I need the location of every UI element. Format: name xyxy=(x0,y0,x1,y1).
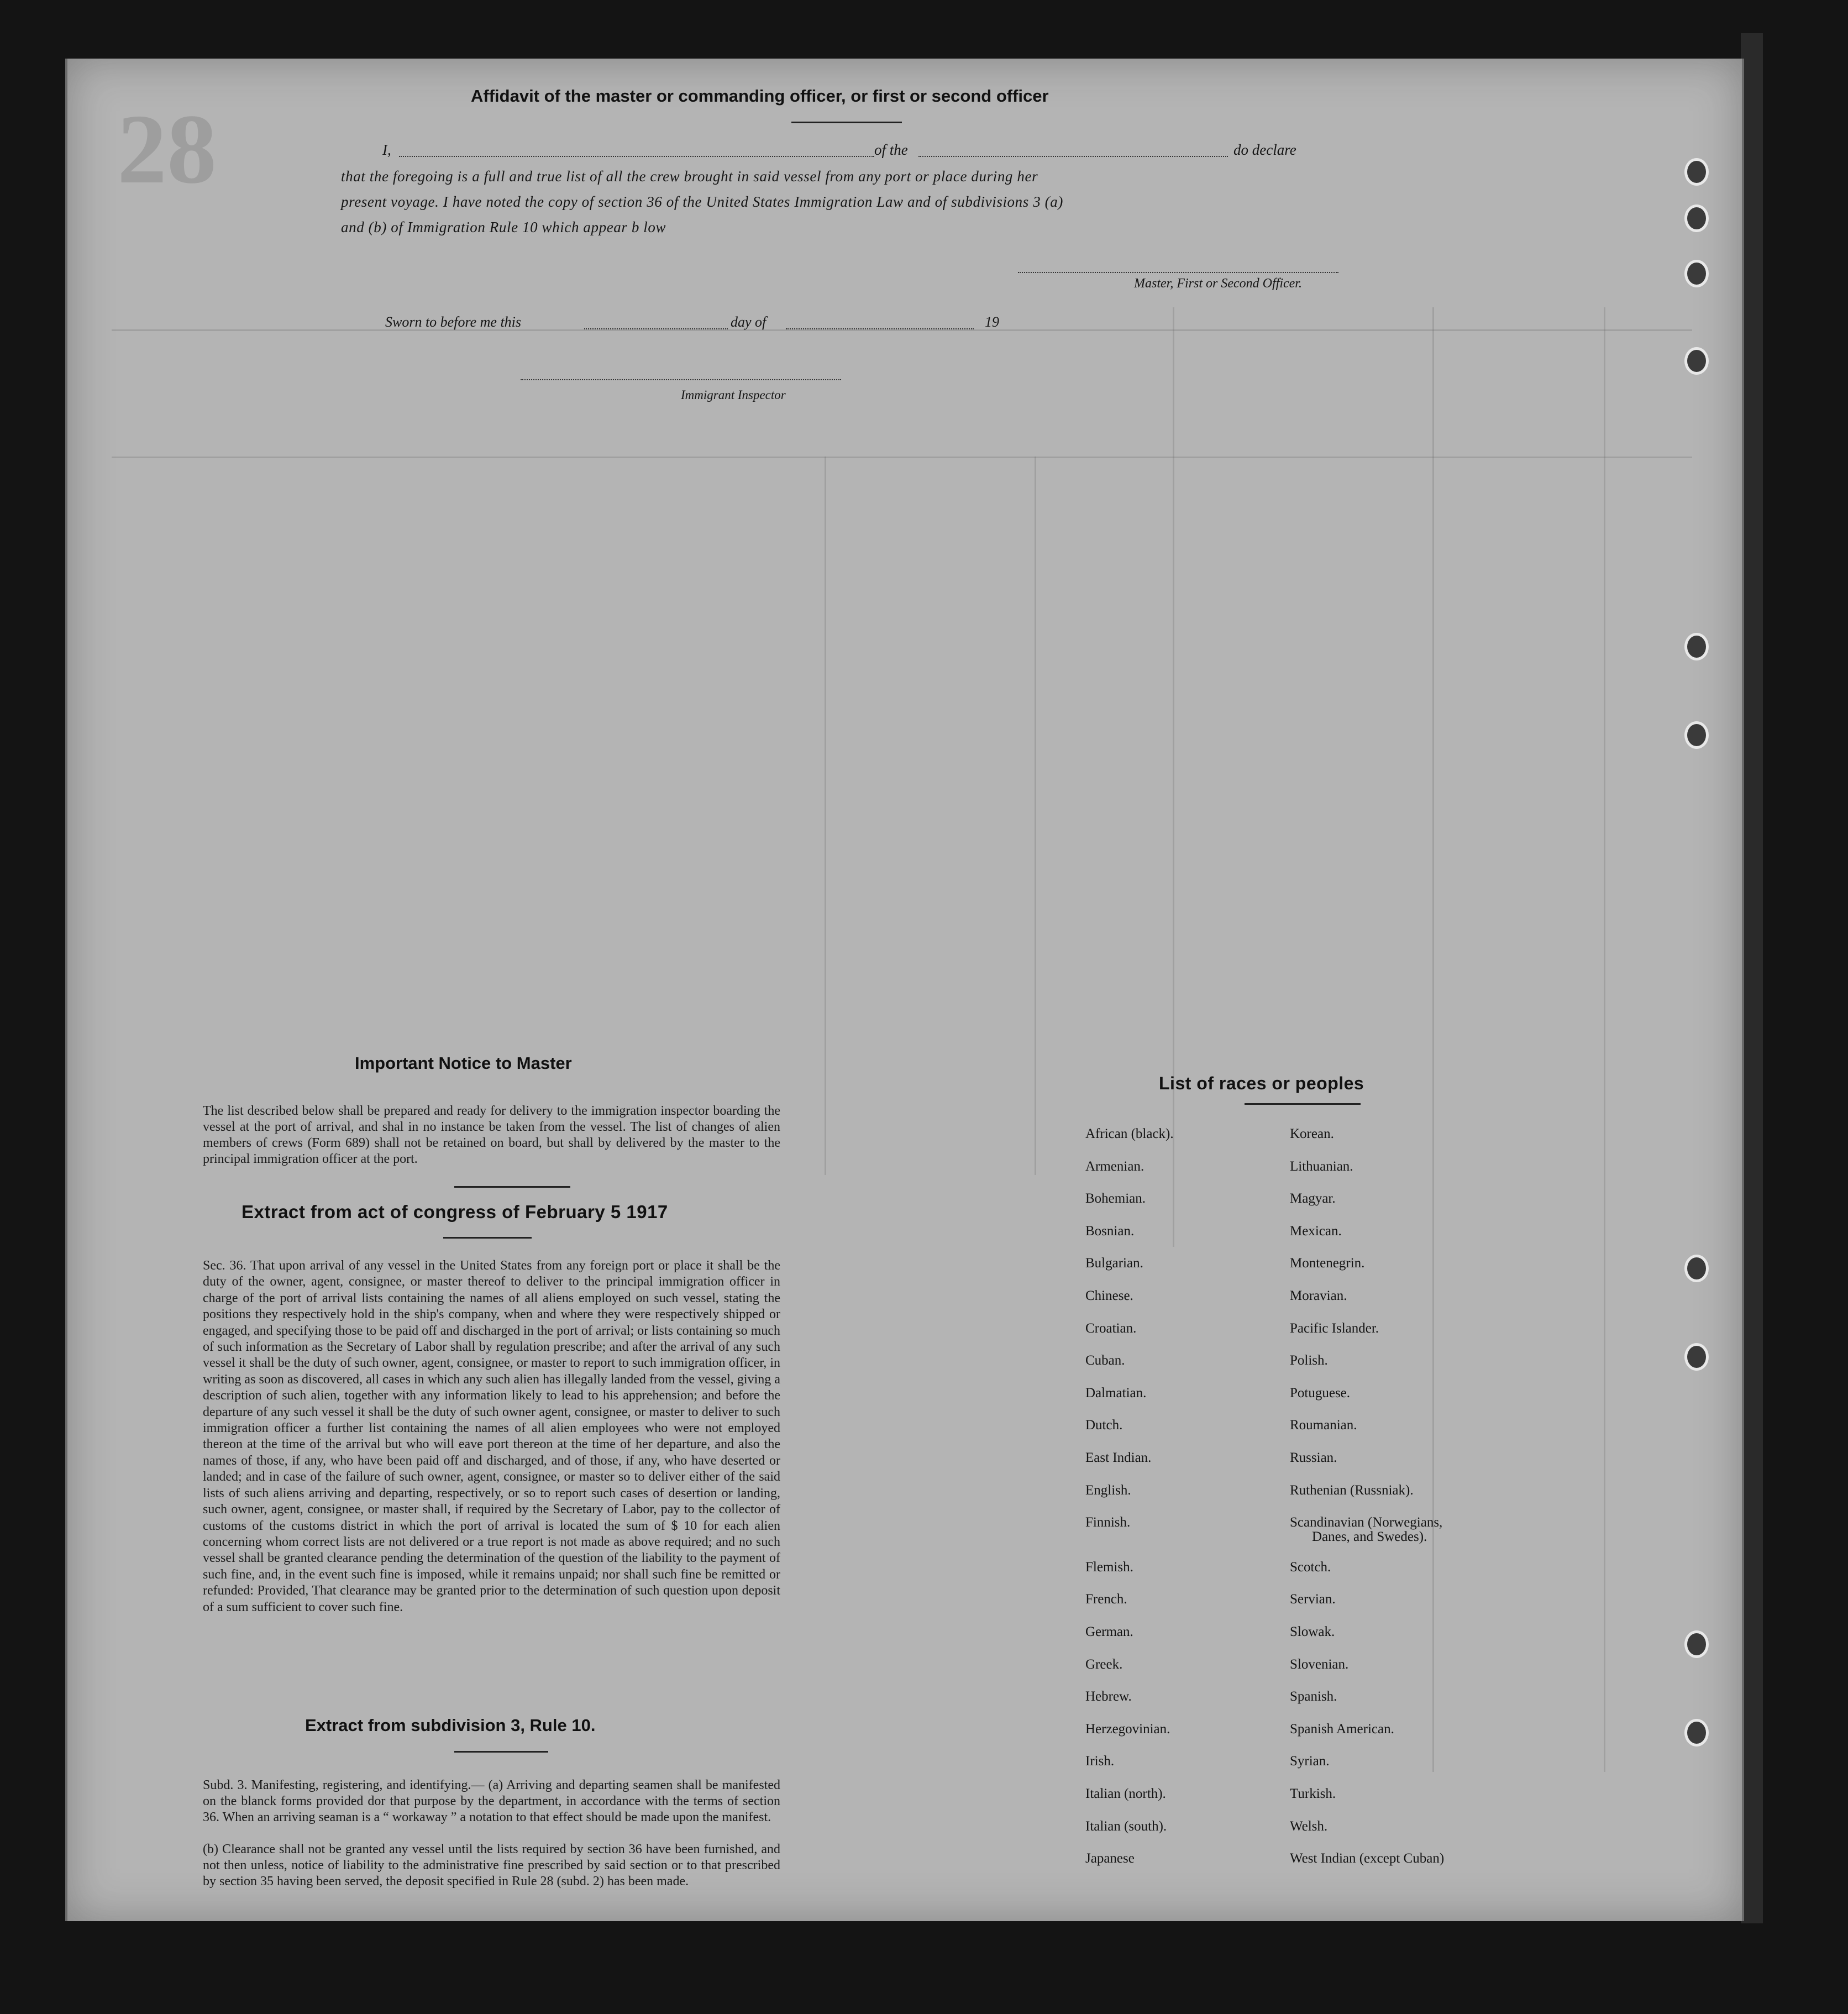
race-item: Bohemian. xyxy=(1085,1191,1146,1207)
race-item: Croatian. xyxy=(1085,1320,1137,1336)
binder-hole xyxy=(1684,721,1709,749)
master-signature-line xyxy=(1018,272,1338,273)
race-item: Italian (south). xyxy=(1085,1818,1167,1834)
race-item: Polish. xyxy=(1290,1353,1328,1368)
race-item: Korean. xyxy=(1290,1126,1334,1141)
binder-hole xyxy=(1684,1630,1709,1658)
race-item: East Indian. xyxy=(1085,1450,1152,1465)
extract-rule-title: Extract from subdivision 3, Rule 10. xyxy=(305,1716,596,1735)
race-item: Danes, and Swedes). xyxy=(1312,1529,1427,1545)
day-of-label: day of xyxy=(731,314,767,330)
binder-hole xyxy=(1684,158,1709,186)
race-item: Cuban. xyxy=(1085,1353,1125,1368)
race-item: Chinese. xyxy=(1085,1288,1133,1303)
binder-hole xyxy=(1684,347,1709,375)
race-item: Irish. xyxy=(1085,1754,1115,1769)
race-item: Ruthenian (Russniak). xyxy=(1290,1482,1414,1498)
binder-hole xyxy=(1684,1719,1709,1746)
master-signature-label: Master, First or Second Officer. xyxy=(1134,276,1302,291)
race-item: Italian (north). xyxy=(1085,1786,1166,1801)
race-item: Mexican. xyxy=(1290,1223,1342,1239)
ghost-rule xyxy=(1432,307,1434,1772)
race-item: Servian. xyxy=(1290,1592,1336,1607)
affidavit-word-of-the: of the xyxy=(874,141,908,158)
notice-rule xyxy=(454,1186,570,1188)
extract-act-rule xyxy=(443,1237,532,1239)
race-item: African (black). xyxy=(1085,1126,1174,1141)
manifest-sheet xyxy=(65,59,1744,1921)
extract-rule-rule xyxy=(454,1751,548,1753)
binder-hole xyxy=(1684,1255,1709,1282)
race-item: Potuguese. xyxy=(1290,1385,1351,1401)
ghost-rule xyxy=(1173,307,1174,1247)
race-item: German. xyxy=(1085,1624,1133,1639)
affidavit-word-i: I, xyxy=(382,141,391,158)
affidavit-title: Affidavit of the master or commanding officer, or first or second officer xyxy=(471,86,1049,106)
binder-hole xyxy=(1684,260,1709,287)
race-item: Bosnian. xyxy=(1085,1223,1135,1239)
inspector-label: Immigrant Inspector xyxy=(681,388,786,402)
vessel-line xyxy=(918,156,1228,157)
extract-rule-body-b: (b) Clearance shall not be granted any vessel until the lists required by section 36 have been furnished, and not then unless, notice of liability to the administrative fine prescribed by said section or to that prescribed by section 35 having been served, the deposit specified in Rule 28 (subd. 2) has been made. xyxy=(203,1842,780,1889)
race-item: Magyar. xyxy=(1290,1191,1336,1207)
race-item: Japanese xyxy=(1085,1851,1135,1866)
race-item: Dalmatian. xyxy=(1085,1385,1147,1401)
extract-rule-body-a: Subd. 3. Manifesting, registering, and identifying.— (a) Arriving and departing seamen shall be manifested on the blanck forms provided dor that purpose by the department, in accordance with the terms of section 36. When an arriving seaman is a “ workaway ” a notation to that effect should be made upon the manifest. xyxy=(203,1778,780,1824)
race-item: West Indian (except Cuban) xyxy=(1290,1851,1445,1866)
race-item: Russian. xyxy=(1290,1450,1337,1465)
race-item: Bulgarian. xyxy=(1085,1256,1143,1271)
ghost-rule xyxy=(1035,457,1036,1175)
sworn-day-line xyxy=(584,328,728,329)
extract-act-body: Sec. 36. That upon arrival of any vessel in the United States from any foreign port or place it shall be the duty of the owner, agent, consignee, or master thereof to deliver to the principal immigration officer in charge of the port of arrival lists containing the names of all aliens employed on such vessel, stating the positions they respectively hold in the ship's company, when and where they were respectively shipped or engaged, and specifying those to be paid off and discharged in the port of arrival; or lists containing so much of such information as the Secretary of Labor shall by regulation prescribe; and after the arrival of any such vessel it shall be the duty of such owner, agent, consignee, or master to report to such immigration officer, in writing as soon as discovered, all cases in which any such alien has illegally landed from the vessel, giving a description of such alien, together with any information likely to lead to his apprehension; and before the departure of any such vessel it shall be the duty of such owner agent, consignee, or master to deliver to such immigration officer a further list containing the names of all alien employees who were not employed thereon at the time of the arrival but who will eave port thereon at the time of her departure, and also the names of those, if any, who have been paid off and discharged, and of those, if any, who have deserted or landed; and in case of the failure of such owner, agent, consignee, or master so to deliver either of the said lists of such aliens arriving and departing, respectively, or so to report such cases of desertion or landing, such owner, agent, consignee, or master shall, if required by the Secretary of Labor, pay to the collector of customs of the customs district in which the port of arrival is located the sum of $ 10 for each alien concerning whom correct lists are not delivered or a true report is not made as above required; and no such vessel shall be granted clearance pending the determination of the question of the liability to the payment of such fine, and, in the event such fine is imposed, while it remains unpaid; nor shall such fine be remitted or refunded: Provided, That clearance may be granted prior to the determination of such question upon deposit of a sum sufficient to cover such fine. xyxy=(203,1258,780,1614)
race-item: Flemish. xyxy=(1085,1559,1133,1575)
declaration-line-2: present voyage. I have noted the copy of section 36 of the United States Immigration Law and of subdivisions 3 (a) xyxy=(341,193,1063,210)
race-item: Hebrew. xyxy=(1085,1689,1132,1704)
sworn-month-line xyxy=(786,328,974,329)
year-prefix: 19 xyxy=(985,314,999,330)
ghost-rule xyxy=(112,457,1692,458)
page-edge xyxy=(1741,33,1763,1923)
sworn-label: Sworn to before me this xyxy=(385,314,522,330)
race-item: Scandinavian (Norwegians, xyxy=(1290,1515,1443,1530)
binder-hole xyxy=(1684,633,1709,660)
race-item: Greek. xyxy=(1085,1656,1123,1672)
notice-title: Important Notice to Master xyxy=(355,1053,572,1073)
race-item: Moravian. xyxy=(1290,1288,1347,1303)
declaration-line-1: that the foregoing is a full and true list of all the crew brought in said vessel from any port or place during her xyxy=(341,168,1038,185)
races-rule xyxy=(1245,1103,1361,1105)
race-item: Scotch. xyxy=(1290,1559,1331,1575)
notice-body: The list described below shall be prepared and ready for delivery to the immigration inspector boarding the vessel at the port of arrival, and shal in no instance be taken from the vessel. The list of changes of alien members of crews (Form 689) shall not be retained on board, but shall by delivered by the master to the principal immigration officer at the port. xyxy=(203,1104,780,1166)
binder-hole xyxy=(1684,204,1709,232)
race-item: Turkish. xyxy=(1290,1786,1336,1801)
race-item: French. xyxy=(1085,1592,1127,1607)
race-item: Dutch. xyxy=(1085,1418,1123,1433)
race-item: English. xyxy=(1085,1482,1131,1498)
race-item: Pacific Islander. xyxy=(1290,1320,1379,1336)
race-item: Slowak. xyxy=(1290,1624,1335,1639)
ghost-rule xyxy=(112,329,1692,331)
ghost-rule xyxy=(1604,307,1605,1772)
race-item: Welsh. xyxy=(1290,1818,1328,1834)
name-line xyxy=(399,156,874,157)
declaration-line-3: and (b) of Immigration Rule 10 which appear b low xyxy=(341,219,666,235)
race-item: Roumanian. xyxy=(1290,1418,1357,1433)
race-item: Herzegovinian. xyxy=(1085,1721,1170,1737)
race-item: Montenegrin. xyxy=(1290,1256,1365,1271)
ghost-page-number: 28 xyxy=(117,94,217,204)
extract-act-title: Extract from act of congress of February 5 1917 xyxy=(242,1202,668,1222)
race-item: Spanish. xyxy=(1290,1689,1337,1704)
title-underline xyxy=(791,122,902,123)
race-item: Armenian. xyxy=(1085,1158,1144,1174)
affidavit-do-declare: do declare xyxy=(1233,141,1296,158)
binder-hole xyxy=(1684,1343,1709,1371)
race-item: Spanish American. xyxy=(1290,1721,1394,1737)
race-item: Syrian. xyxy=(1290,1754,1330,1769)
race-item: Finnish. xyxy=(1085,1515,1131,1530)
race-item: Slovenian. xyxy=(1290,1656,1349,1672)
race-item: Lithuanian. xyxy=(1290,1158,1353,1174)
inspector-signature-line xyxy=(521,379,841,380)
ghost-rule xyxy=(825,457,826,1175)
races-title: List of races or peoples xyxy=(1159,1073,1364,1093)
